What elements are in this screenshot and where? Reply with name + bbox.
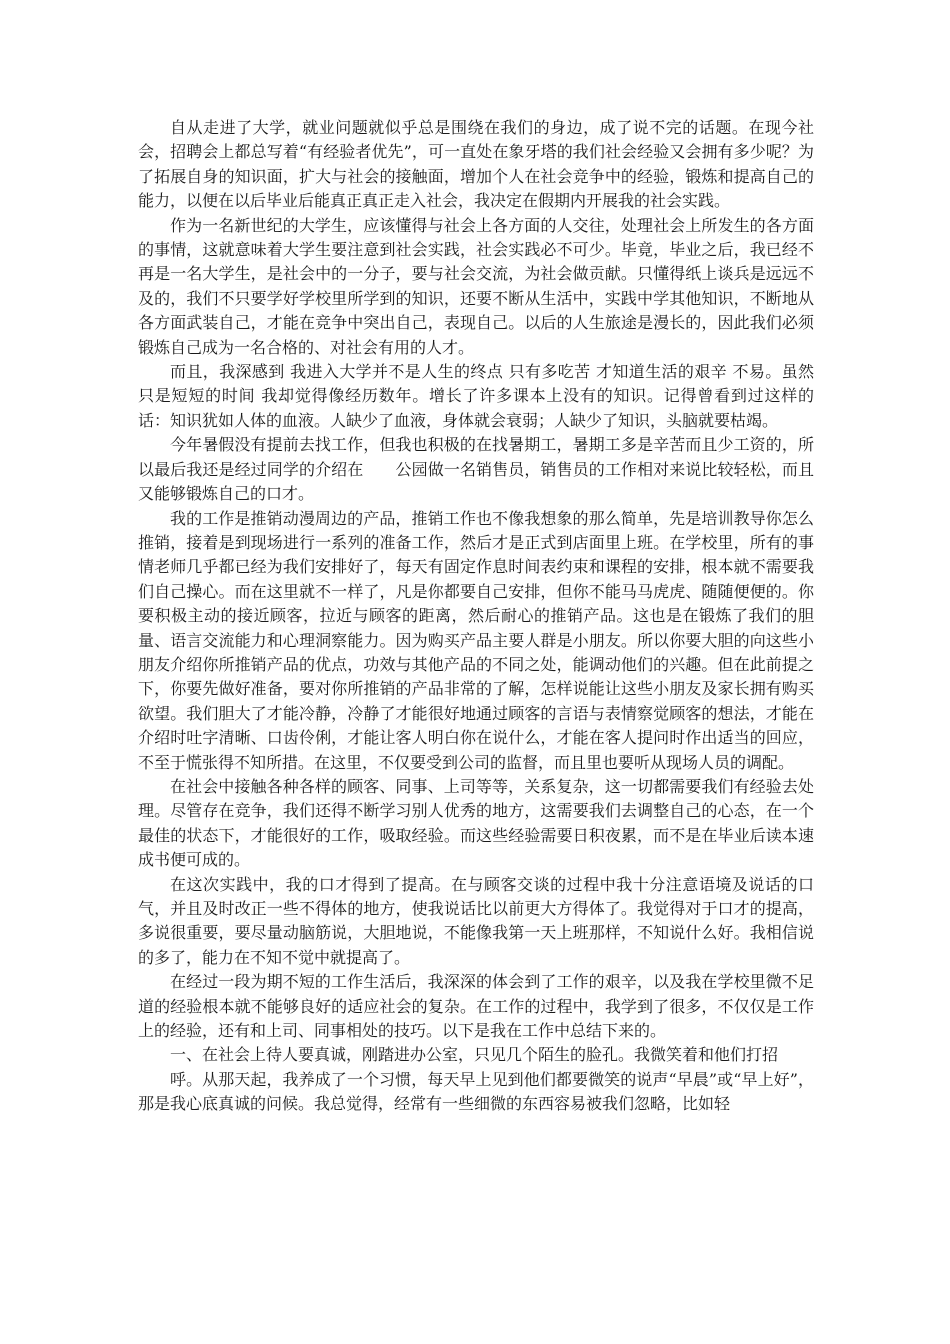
- paragraph-sales-work: 我的工作是推销动漫周边的产品，推销工作也不像我想象的那么简单，先是培训教导你怎么推销，接着是到现场进行一系列的准备工作，然后才是正式到店面里上班。在学校里，所有的事情老师几乎都已经为我们安排好了，每天有固定作息时间表约束和课程的安排，根本就不需要我们自己操心。而在这里就不一样了，凡是你都要自己安排，但你不能马马虎虎、随随便便的。你要积极主动的接近顾客，拉近与顾客的距离，然后耐心的推销产品。这也是在锻炼了我们的胆量、语言交流能力和心理洞察能力。因为购买产品主要人群是小朋友。所以你要大胆的向这些小朋友介绍你所推销产品的优点，功效与其他产品的不同之处，能调动他们的兴趣。但在此前提之下，你要先做好准备，要对你所推销的产品非常的了解，怎样说能让这些小朋友及家长拥有购买欲望。我们胆大了才能冷静，冷静了才能很好地通过顾客的言语与表情察觉顾客的想法，才能在介绍时吐字清晰、口齿伶俐，才能让客人明白你在说什么，才能在客人提问时作出适当的回应，不至于慌张得不知所措。在这里，不仅要受到公司的监督，而且里也要听从现场人员的调配。: [138, 508, 814, 772]
- paragraph-summer-job: 今年暑假没有提前去找工作，但我也积极的在找暑期工，暑期工多是辛苦而且少工资的，所以最后我还是经过同学的介绍在 公园做一名销售员，销售员的工作相对来说比较轻松，而且又能够锻炼自己的口才。: [138, 435, 814, 504]
- paragraph-point-one: 一、在社会上待人要真诚，刚踏进办公室，只见几个陌生的脸孔。我微笑着和他们打招: [170, 1045, 779, 1065]
- paragraph-eloquence: 在这次实践中，我的口才得到了提高。在与顾客交谈的过程中我十分注意语境及说话的口气，并且及时改正一些不得体的地方，使我说话比以前更大方得体了。我觉得对于口才的提高，多说很重要，要尽量动脑筋说，大胆地说，不能像我第一天上班那样，不知说什么好。我相信说的多了，能力在不知不觉中就提高了。: [138, 874, 814, 967]
- paragraph-point-one-continued: 呼。从那天起，我养成了一个习惯，每天早上见到他们都要微笑的说声“早晨”或“早上好”，那是我心底真诚的问候。我总觉得，经常有一些细微的东西容易被我们忽略，比如轻: [138, 1069, 814, 1114]
- paragraph-social-interaction: 作为一名新世纪的大学生，应该懂得与社会上各方面的人交往，处理社会上所发生的各方面的事情，这就意味着大学生要注意到社会实践，社会实践必不可少。毕竟，毕业之后，我已经不再是一名大学生，是社会中的一分子，要与社会交流，为社会做贡献。只懂得纸上谈兵是远远不及的，我们不只要学好学校里所学到的知识，还要不断从生活中，实践中学其他知识，不断地从各方面武装自己，才能在竞争中突出自己，表现自己。以后的人生旅途是漫长的，因此我们必须锻炼自己成为一名合格的、对社会有用的人才。: [138, 215, 814, 357]
- paragraph-reflection: 在经过一段为期不短的工作生活后，我深深的体会到了工作的艰辛，以及我在学校里微不足道的经验根本就不能够良好的适应社会的复杂。在工作的过程中，我学到了很多，不仅仅是工作上的经验，还有和上司、同事相处的技巧。以下是我在工作中总结下来的。: [138, 972, 814, 1041]
- paragraph-intro: 自从走进了大学，就业问题就似乎总是围绕在我们的身边，成了说不完的话题。在现今社会，招聘会上都总写着“有经验者优先”，可一直处在象牙塔的我们社会经验又会拥有多少呢？为了拓展自身的知识面，扩大与社会的接触面，增加个人在社会竞争中的经验，锻炼和提高自己的能力，以便在以后毕业后能真正真正走入社会，我决定在假期内开展我的社会实践。: [138, 118, 814, 211]
- document-body: [138, 116, 814, 1117]
- paragraph-hardship: 而且，我深感到 我进入大学并不是人生的终点 只有多吃苦 才知道生活的艰辛 不易。虽然只是短短的时间 我却觉得像经历数年。增长了许多课本上没有的知识。记得曾看到过这样的话：知识犹如人体的血液。人缺少了血液，身体就会衰弱；人缺少了知识，头脑就要枯竭。: [138, 362, 814, 430]
- paragraph-relationships: 在社会中接触各种各样的顾客、同事、上司等等，关系复杂，这一切都需要我们有经验去处理。尽管存在竞争，我们还得不断学习别人优秀的地方，这需要我们去调整自己的心态，在一个最佳的状态下，才能很好的工作，吸取经验。而这些经验需要日积夜累，而不是在毕业后读本速成书便可成的。: [138, 776, 814, 870]
